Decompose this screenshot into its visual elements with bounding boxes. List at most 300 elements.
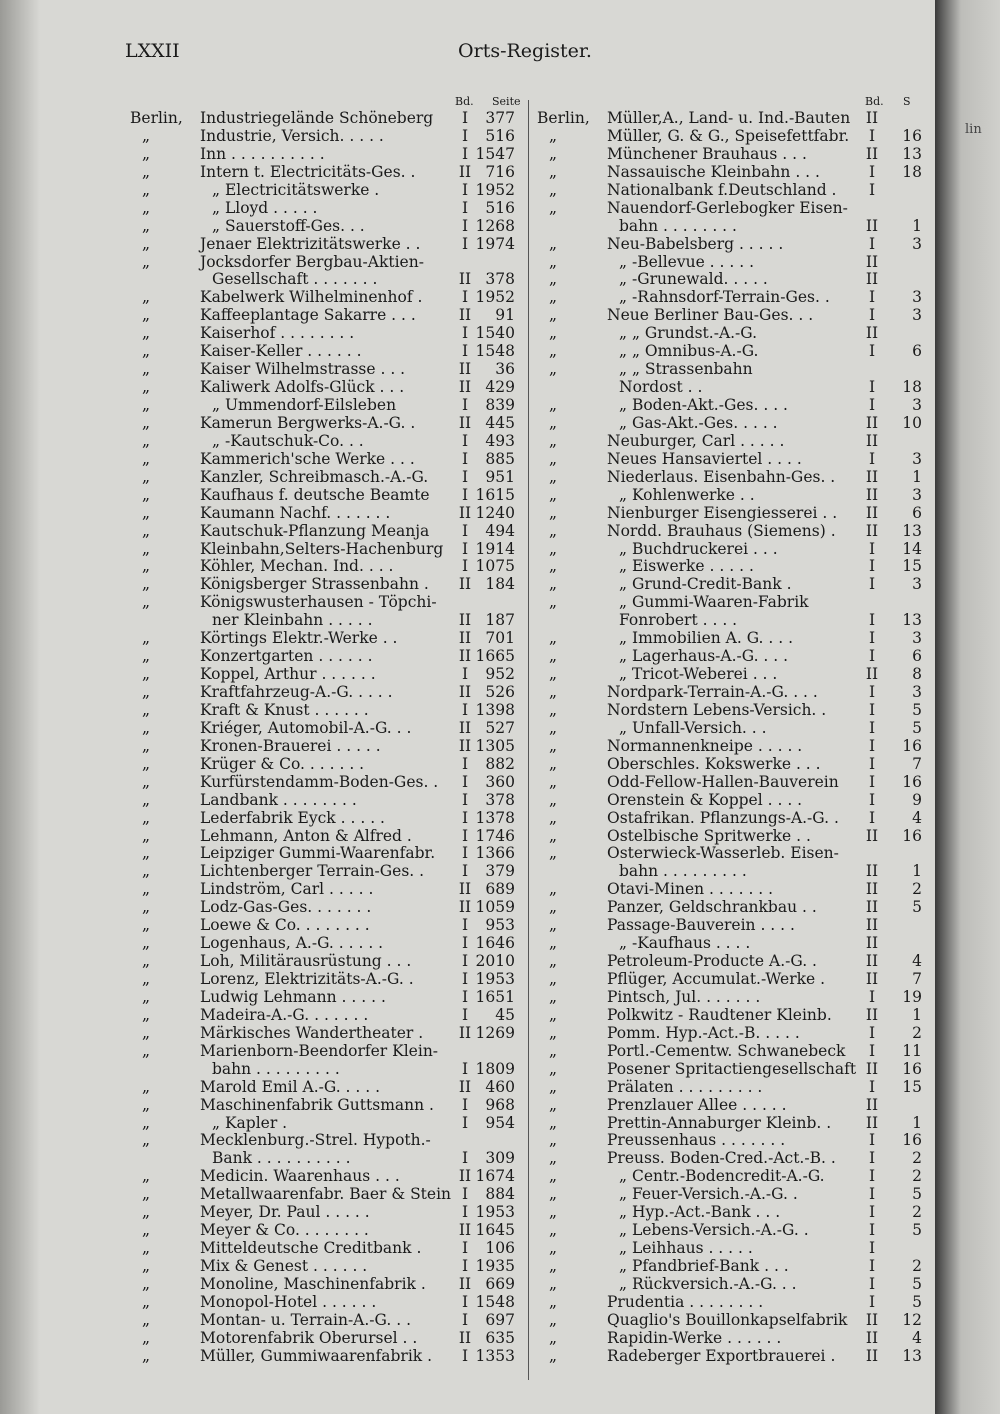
entry-name: Kaiser-Keller . . . . . . <box>200 342 362 361</box>
register-entry <box>537 1276 935 1294</box>
ditto-mark: „ <box>142 593 151 612</box>
entry-name: Kaiserhof . . . . . . . . <box>200 324 355 343</box>
ditto-mark: „ <box>142 1310 151 1329</box>
entry-name: „ Leihhaus . . . . . <box>619 1239 753 1258</box>
entry-page: 2 <box>912 1203 922 1222</box>
ditto-mark: „ <box>142 575 151 594</box>
register-entry <box>537 1025 935 1043</box>
entry-page: 1378 <box>475 808 515 827</box>
entry-page: 16 <box>902 772 922 791</box>
entry-page: 4 <box>912 808 922 827</box>
entry-name: „ Kapler . <box>212 1113 288 1132</box>
entry-name: Meyer, Dr. Paul . . . . . <box>200 1203 370 1222</box>
register-entry <box>537 1168 935 1186</box>
ditto-mark: „ <box>549 808 558 827</box>
ditto-mark: „ <box>549 754 558 773</box>
ditto-mark: „ <box>549 521 558 540</box>
ditto-mark: „ <box>142 1131 151 1150</box>
entry-name: Logenhaus, A.-G. . . . . . <box>200 934 384 953</box>
register-entry <box>537 1204 935 1222</box>
entry-volume: II <box>458 503 472 522</box>
entry-page: 36 <box>495 360 515 379</box>
ditto-mark: „ <box>549 1095 558 1114</box>
entry-volume: I <box>868 1274 876 1293</box>
register-entry <box>130 110 525 128</box>
ditto-mark: „ <box>549 665 558 684</box>
ditto-mark: „ <box>549 396 558 414</box>
entry-page: 10 <box>902 413 922 432</box>
entry-page: 13 <box>902 521 922 540</box>
register-entry <box>130 1132 525 1150</box>
ditto-mark: „ <box>142 790 151 809</box>
ditto-mark: „ <box>549 934 558 953</box>
ditto-mark: „ <box>549 647 558 666</box>
entry-page: 6 <box>912 342 922 361</box>
entry-page: 14 <box>902 539 922 558</box>
register-entry <box>537 236 935 254</box>
entry-page: 1 <box>912 1005 922 1024</box>
entry-page: 3 <box>912 288 922 307</box>
register-entry <box>537 899 935 917</box>
entry-volume: II <box>458 898 472 917</box>
ditto-mark: „ <box>142 360 151 379</box>
entry-page: 1269 <box>475 1023 515 1042</box>
ditto-mark: „ <box>142 862 151 881</box>
ditto-mark: „ <box>142 198 151 217</box>
page-title: Orts-Register. <box>458 40 592 62</box>
entry-name: Loewe & Co. . . . . . . . <box>200 916 370 935</box>
entry-page: 635 <box>485 1328 515 1347</box>
entry-name: „ Kohlenwerke . . <box>619 485 755 504</box>
ditto-mark: „ <box>549 485 558 504</box>
entry-name: Landbank . . . . . . . . <box>200 790 357 809</box>
entry-page: 5 <box>912 1185 922 1204</box>
register-entry <box>537 935 935 953</box>
entry-page: 1974 <box>475 234 515 253</box>
entry-name: Marienborn-Beendorfer Klein- <box>200 1041 439 1060</box>
ditto-mark: „ <box>549 162 558 181</box>
ditto-mark: „ <box>549 898 558 917</box>
entry-page: 1240 <box>475 503 515 522</box>
entry-page: 1305 <box>475 736 515 755</box>
entry-name: Nauendorf-Gerlebogker Eisen- <box>607 198 848 217</box>
entry-volume: I <box>868 754 876 773</box>
ditto-mark: „ <box>142 144 151 163</box>
entry-page: 6 <box>912 647 922 666</box>
ditto-mark: „ <box>549 916 558 935</box>
register-entry <box>130 845 525 863</box>
ditto-mark: „ <box>549 234 558 253</box>
entry-volume: I <box>461 144 469 163</box>
entry-name: Kraft & Knust . . . . . . <box>200 700 369 719</box>
entry-volume: II <box>458 1274 472 1293</box>
right-column <box>537 110 935 1366</box>
entry-volume: II <box>458 1077 472 1096</box>
entry-volume: I <box>461 521 469 540</box>
register-entry <box>130 451 525 469</box>
entry-name: Industrie, Versich. . . . . <box>200 126 384 145</box>
ditto-mark: „ <box>549 1167 558 1186</box>
entry-volume: I <box>868 683 876 701</box>
entry-volume: I <box>461 539 469 558</box>
entry-name: Kronen-Brauerei . . . . . <box>200 736 381 755</box>
entry-name: Petroleum-Producte A.-G. . <box>607 952 817 971</box>
entry-name: Mix & Genest . . . . . . <box>200 1257 368 1275</box>
ditto-mark: „ <box>549 503 558 522</box>
entry-page: 1935 <box>475 1257 515 1275</box>
ditto-mark: „ <box>549 306 558 325</box>
entry-page: 106 <box>485 1239 515 1258</box>
entry-page: 309 <box>485 1149 515 1168</box>
entry-name: Neues Hansaviertel . . . . <box>607 449 802 468</box>
ditto-mark: „ <box>549 449 558 468</box>
register-entry <box>130 1061 525 1079</box>
ditto-mark: „ <box>549 1005 558 1024</box>
register-entry <box>537 523 935 541</box>
entry-page: 18 <box>902 378 922 397</box>
entry-volume: II <box>865 431 879 450</box>
register-entry <box>130 469 525 487</box>
register-entry <box>130 899 525 917</box>
ditto-mark: „ <box>142 1239 151 1258</box>
ditto-mark: „ <box>142 665 151 684</box>
entry-volume: I <box>868 378 876 397</box>
entry-volume: I <box>461 342 469 361</box>
entry-name: „ „ Grundst.-A.-G. <box>619 324 758 343</box>
entry-volume: II <box>458 683 472 701</box>
entry-volume: I <box>461 987 469 1006</box>
entry-name: Marold Emil A.-G. . . . . <box>200 1077 381 1096</box>
ditto-mark: „ <box>142 521 151 540</box>
left-bd-header: Bd. <box>455 95 474 108</box>
entry-page: 5 <box>912 1221 922 1240</box>
entry-name: Müller,A., Land- u. Ind.-Bauten <box>607 109 851 127</box>
register-entry <box>537 469 935 487</box>
entry-volume: II <box>458 1023 472 1042</box>
register-entry <box>537 1097 935 1115</box>
entry-name: Oberschles. Kokswerke . . . <box>607 754 821 773</box>
register-entry <box>537 953 935 971</box>
register-entry <box>130 684 525 702</box>
ditto-mark: „ <box>549 1328 558 1347</box>
entry-volume: II <box>458 611 472 630</box>
register-entry <box>130 774 525 792</box>
register-entry <box>537 756 935 774</box>
entry-page: 493 <box>485 431 515 450</box>
entry-name: „ Eiswerke . . . . . <box>619 557 754 576</box>
entry-page: 1547 <box>475 144 515 163</box>
register-entry <box>130 1312 525 1330</box>
page-number: LXXII <box>125 40 180 62</box>
register-entry <box>537 325 935 343</box>
entry-name: „ -Rahnsdorf-Terrain-Ges. . <box>619 288 830 307</box>
register-entry <box>130 325 525 343</box>
entry-volume: II <box>865 1005 879 1024</box>
register-entry <box>537 828 935 846</box>
entry-volume: I <box>868 557 876 576</box>
register-entry <box>130 720 525 738</box>
ditto-mark: „ <box>142 180 151 199</box>
register-entry <box>130 1150 525 1168</box>
ditto-mark: „ <box>142 467 151 486</box>
register-entry <box>537 881 935 899</box>
ditto-mark: „ <box>549 1131 558 1150</box>
ditto-mark: „ <box>142 1203 151 1222</box>
entry-name: Monopol-Hotel . . . . . . <box>200 1292 377 1311</box>
entry-volume: II <box>458 378 472 397</box>
register-entry <box>130 630 525 648</box>
entry-page: 360 <box>485 772 515 791</box>
entry-volume: II <box>458 306 472 325</box>
entry-page: 13 <box>902 1346 922 1365</box>
entry-name: „ „ Omnibus-A.-G. <box>619 342 759 361</box>
entry-page: 15 <box>902 557 922 576</box>
register-entry <box>130 881 525 899</box>
register-entry <box>130 810 525 828</box>
register-entry <box>130 1258 525 1276</box>
entry-name: Kaumann Nachf. . . . . . . <box>200 503 391 522</box>
entry-page: 377 <box>485 109 515 127</box>
register-entry <box>130 307 525 325</box>
entry-page: 689 <box>485 880 515 899</box>
entry-page: 460 <box>485 1077 515 1096</box>
entry-volume: I <box>461 109 469 127</box>
entry-volume: I <box>868 342 876 361</box>
ditto-mark: „ <box>549 1346 558 1365</box>
entry-volume: I <box>461 754 469 773</box>
register-entry <box>537 1186 935 1204</box>
ditto-mark: „ <box>142 431 151 450</box>
entry-page: 1366 <box>475 844 515 863</box>
ditto-mark: „ <box>549 1203 558 1222</box>
register-entry <box>537 612 935 630</box>
entry-volume: I <box>868 1292 876 1311</box>
register-entry <box>130 863 525 881</box>
register-entry <box>130 218 525 236</box>
entry-name: Prenzlauer Allee . . . . . <box>607 1095 787 1114</box>
entry-volume: II <box>865 109 879 127</box>
entry-name: Lichtenberger Terrain-Ges. . <box>200 862 425 881</box>
ditto-mark: „ <box>142 700 151 719</box>
entry-name: Pomm. Hyp.-Act.-B. . . . . <box>607 1023 800 1042</box>
entry-name: „ -Kaufhaus . . . . <box>619 934 751 953</box>
ditto-mark: „ <box>142 970 151 988</box>
entry-volume: II <box>458 629 472 648</box>
entry-name: Rapidin-Werke . . . . . . <box>607 1328 782 1347</box>
entry-volume: I <box>461 1185 469 1204</box>
ditto-mark: „ <box>549 324 558 343</box>
ditto-mark: „ <box>142 683 151 701</box>
entry-page: 3 <box>912 629 922 648</box>
ditto-mark: „ <box>549 557 558 576</box>
register-entry <box>130 1007 525 1025</box>
entry-page: 13 <box>902 611 922 630</box>
register-entry <box>130 200 525 218</box>
entry-name: Preussenhaus . . . . . . . <box>607 1131 786 1150</box>
entry-page: 3 <box>912 306 922 325</box>
entry-name: ner Kleinbahn . . . . . <box>212 611 373 630</box>
register-entry <box>130 1043 525 1061</box>
register-entry <box>130 271 525 289</box>
register-entry <box>130 935 525 953</box>
entry-volume: II <box>458 270 472 289</box>
entry-volume: I <box>461 396 469 414</box>
entry-page: 1651 <box>475 987 515 1006</box>
ditto-mark: „ <box>549 1113 558 1132</box>
entry-page: 16 <box>902 736 922 755</box>
entry-page: 8 <box>912 665 922 684</box>
entry-page: 516 <box>485 198 515 217</box>
entry-volume: I <box>868 126 876 145</box>
entry-page: 12 <box>902 1310 922 1329</box>
entry-volume: II <box>458 360 472 379</box>
entry-name: „ Gummi-Waaren-Fabrik <box>619 593 809 612</box>
entry-name: „ Buchdruckerei . . . <box>619 539 778 558</box>
entry-page: 3 <box>912 575 922 594</box>
entry-volume: II <box>865 1095 879 1114</box>
entry-page: 1615 <box>475 485 515 504</box>
entry-page: 1746 <box>475 826 515 845</box>
entry-name: Nassauische Kleinbahn . . . <box>607 162 820 181</box>
ditto-mark: „ <box>549 180 558 199</box>
entry-page: 1548 <box>475 1292 515 1311</box>
entry-name: Lederfabrik Eyck . . . . . <box>200 808 385 827</box>
entry-page: 379 <box>485 862 515 881</box>
entry-page: 45 <box>495 1005 515 1024</box>
entry-volume: II <box>458 1167 472 1186</box>
ditto-mark: „ <box>549 1274 558 1293</box>
register-entry <box>130 128 525 146</box>
entry-page: 91 <box>495 306 515 325</box>
entry-name: Kriéger, Automobil-A.-G. . . <box>200 718 412 737</box>
entry-name: Posener Spritactiengesellschaft <box>607 1059 857 1078</box>
register-entry <box>537 1348 935 1366</box>
register-entry <box>537 1312 935 1330</box>
entry-volume: I <box>868 180 876 199</box>
ditto-mark: „ <box>549 342 558 361</box>
ditto-mark: „ <box>142 1023 151 1042</box>
register-entry <box>130 792 525 810</box>
register-entry <box>537 1330 935 1348</box>
ditto-mark: „ <box>142 1041 151 1060</box>
entry-volume: II <box>865 1328 879 1347</box>
entry-name: Lehmann, Anton & Alfred . <box>200 826 412 845</box>
register-entry <box>537 576 935 594</box>
register-entry <box>130 576 525 594</box>
entry-volume: II <box>458 718 472 737</box>
register-entry <box>130 1294 525 1312</box>
entry-volume: I <box>461 665 469 684</box>
entry-page: 882 <box>485 754 515 773</box>
ditto-mark: „ <box>142 342 151 361</box>
entry-page: 494 <box>485 521 515 540</box>
ditto-mark: „ <box>549 144 558 163</box>
register-entry <box>537 1115 935 1133</box>
entry-volume: I <box>461 1005 469 1024</box>
entry-name: Kammerich'sche Werke . . . <box>200 449 415 468</box>
ditto-mark: „ <box>549 126 558 145</box>
entry-volume: II <box>865 862 879 881</box>
entry-page: 378 <box>485 790 515 809</box>
ditto-mark: „ <box>142 1185 151 1204</box>
ditto-mark: „ <box>142 647 151 666</box>
entry-page: 7 <box>912 754 922 773</box>
register-entry <box>537 720 935 738</box>
ditto-mark: „ <box>549 360 558 379</box>
register-entry <box>537 648 935 666</box>
register-entry <box>537 433 935 451</box>
register-entry <box>130 182 525 200</box>
entry-name: Koppel, Arthur . . . . . . <box>200 665 376 684</box>
entry-name: „ Feuer-Versich.-A.-G. . <box>619 1185 798 1204</box>
entry-name: „ Hyp.-Act.-Bank . . . <box>619 1203 781 1222</box>
register-entry <box>537 989 935 1007</box>
register-entry <box>130 1240 525 1258</box>
entry-volume: I <box>461 431 469 450</box>
register-entry <box>537 738 935 756</box>
entry-page: 9 <box>912 790 922 809</box>
entry-page: 11 <box>902 1041 922 1060</box>
register-entry <box>130 917 525 935</box>
register-entry <box>537 254 935 272</box>
ditto-mark: „ <box>549 1077 558 1096</box>
entry-name: Meyer & Co. . . . . . . . <box>200 1221 369 1240</box>
entry-volume: I <box>868 575 876 594</box>
register-entry <box>130 558 525 576</box>
ditto-mark: „ <box>549 1149 558 1168</box>
entry-volume: I <box>461 216 469 235</box>
ditto-mark: „ <box>142 503 151 522</box>
register-entry <box>130 1186 525 1204</box>
entry-volume: II <box>458 413 472 432</box>
ditto-mark: „ <box>142 880 151 899</box>
entry-name: „ „ Strassenbahn <box>619 360 753 379</box>
ditto-mark: „ <box>549 772 558 791</box>
entry-page: 187 <box>485 611 515 630</box>
entry-volume: I <box>461 1292 469 1311</box>
entry-name: Bank . . . . . . . . . . <box>212 1149 351 1168</box>
entry-name: Kurfürstendamm-Boden-Ges. . <box>200 772 439 791</box>
entry-page: 1645 <box>475 1221 515 1240</box>
register-entry <box>537 146 935 164</box>
entry-name: „ Boden-Akt.-Ges. . . . <box>619 396 788 414</box>
entry-page: 1268 <box>475 216 515 235</box>
entry-name: Prälaten . . . . . . . . . <box>607 1077 763 1096</box>
entry-volume: I <box>868 611 876 630</box>
entry-volume: I <box>868 1167 876 1186</box>
register-entry <box>537 845 935 863</box>
register-entry <box>130 989 525 1007</box>
entry-name: Ostafrikan. Pflanzungs-A.-G. . <box>607 808 839 827</box>
entry-volume: I <box>461 970 469 988</box>
entry-volume: I <box>868 1023 876 1042</box>
register-entry <box>130 971 525 989</box>
register-entry <box>130 738 525 756</box>
register-entry <box>537 1294 935 1312</box>
register-entry <box>130 1097 525 1115</box>
entry-volume: I <box>461 198 469 217</box>
entry-volume: I <box>868 162 876 181</box>
entry-name: Normannenkneipe . . . . . <box>607 736 803 755</box>
entry-volume: I <box>461 844 469 863</box>
ditto-mark: „ <box>549 270 558 289</box>
register-entry <box>130 666 525 684</box>
ditto-mark: „ <box>549 970 558 988</box>
ditto-mark: „ <box>549 987 558 1006</box>
entry-name: Märkisches Wandertheater . <box>200 1023 424 1042</box>
right-seite-header: S <box>903 95 911 108</box>
register-entry <box>130 953 525 971</box>
